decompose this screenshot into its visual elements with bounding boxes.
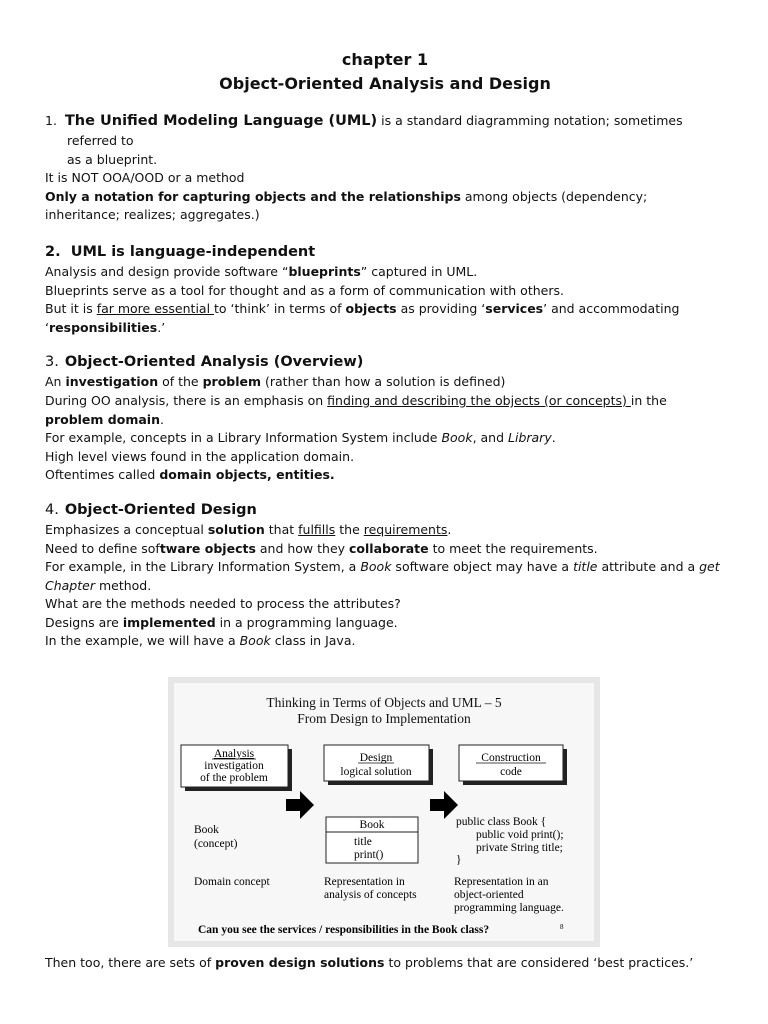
document-body xyxy=(45,48,725,651)
design-box-l1: logical solution xyxy=(340,766,412,778)
construction-box-head: Construction xyxy=(481,752,541,764)
section-2-p3: But it is far more essential to ‘think’ in terms of objects as providing ‘services’ and accommodating ‘responsibilities.’ xyxy=(45,301,680,335)
section-4-p3: For example, in the Library Information System, a Book software object may have a title attribute and a get Chapter method. xyxy=(45,559,720,593)
footer-bold: proven design solutions xyxy=(215,955,385,970)
section-2-p2: Blueprints serve as a tool for thought and as a form of communication with others. xyxy=(45,282,564,298)
section-2-heading: UML is language-independent xyxy=(70,243,316,260)
footer-a: Then too, there are sets of xyxy=(45,955,216,970)
section-4-p5: Designs are implemented in a programming language. xyxy=(45,614,398,630)
section-1-p2-rest: among objects (dependency; inheritance; realizes; aggregates.) xyxy=(45,188,648,223)
figure-page-mark: 8 xyxy=(560,923,564,931)
section-1-p1: It is NOT OOA/OOD or a method xyxy=(45,170,245,186)
section-2 xyxy=(45,241,725,337)
arrow-right-icon xyxy=(286,791,314,819)
arrow-right-icon xyxy=(430,791,458,819)
section-3-p2: During OO analysis, there is an emphasis on finding and describing the objects (or concepts) in the problem domain. xyxy=(45,392,667,427)
section-4-heading-row xyxy=(45,499,725,521)
section-3-p5: Oftentimes called domain objects, entities. xyxy=(45,467,335,483)
section-3-p1: An investigation of the problem (rather than how a solution is defined) xyxy=(45,374,506,390)
section-4-p1: Emphasizes a conceptual solution that fulfills the requirements. xyxy=(45,521,452,537)
section-4-p6: In the example, we will have a Book class in Java. xyxy=(45,633,356,649)
footer-paragraph xyxy=(45,954,725,973)
section-1-heading-para xyxy=(45,110,725,169)
uml-figure-svg xyxy=(168,677,600,947)
construction-box-l1: code xyxy=(500,766,522,778)
code-line-3: private String title; xyxy=(476,842,563,854)
section-2-p1: Analysis and design provide software “blueprints” captured in UML. xyxy=(45,263,478,279)
code-line-4: } xyxy=(456,854,462,866)
uml-figure xyxy=(168,677,600,947)
analysis-box-l1: investigation xyxy=(204,760,264,772)
book-concept-1: Book xyxy=(194,824,219,836)
section-1-heading: The Unified Modeling Language (UML) xyxy=(64,113,378,129)
uml-class-op: print() xyxy=(354,849,384,861)
section-1-tail: is a standard diagramming notation; sometimes referred to xyxy=(67,113,683,148)
code-line-2: public void print(); xyxy=(476,829,564,841)
section-3-p4: High level views found in the application domain. xyxy=(45,448,355,464)
caption-design-2: analysis of concepts xyxy=(324,889,417,901)
uml-class-attr: title xyxy=(354,836,372,848)
page-title: Object-Oriented Analysis and Design xyxy=(219,74,551,93)
section-4-p4: What are the methods needed to process the attributes? xyxy=(45,596,401,612)
footer-c: to problems that are considered ‘best practices.’ xyxy=(384,955,694,970)
section-3 xyxy=(45,351,725,485)
section-1 xyxy=(45,110,725,225)
figure-title-2: From Design to Implementation xyxy=(297,711,471,726)
section-3-heading-row xyxy=(45,351,725,373)
section-4-p2: Need to define software objects and how they collaborate to meet the requirements. xyxy=(45,540,598,556)
caption-construction-2: object-oriented xyxy=(454,889,524,901)
section-1-tail-2: as a blueprint. xyxy=(67,151,158,167)
section-3-p3: For example, concepts in a Library Information System include Book, and Library. xyxy=(45,430,556,446)
figure-title-1: Thinking in Terms of Objects and UML – 5 xyxy=(266,695,502,710)
section-3-number: 3. xyxy=(45,354,59,371)
section-4 xyxy=(45,499,725,651)
section-3-heading: Object-Oriented Analysis (Overview) xyxy=(64,354,364,371)
design-box-head: Design xyxy=(359,752,393,764)
section-2-heading-row xyxy=(45,241,725,263)
uml-class-name: Book xyxy=(359,819,385,831)
analysis-box-head: Analysis xyxy=(213,748,255,760)
analysis-box-l2: of the problem xyxy=(200,772,268,784)
section-4-number: 4. xyxy=(45,501,59,518)
book-concept-2: (concept) xyxy=(194,838,238,850)
caption-domain: Domain concept xyxy=(194,876,270,888)
caption-construction-3: programming language. xyxy=(454,902,564,914)
section-2-number: 2. xyxy=(45,243,61,260)
code-line-1: public class Book { xyxy=(456,816,547,828)
chapter-label: chapter 1 xyxy=(341,50,429,69)
figure-question: Can you see the services / responsibilities in the Book class? xyxy=(198,924,490,936)
caption-design-1: Representation in xyxy=(324,876,405,888)
section-1-p2-bold: Only a notation for capturing objects and the relationships xyxy=(45,188,461,204)
section-1-p2 xyxy=(45,188,725,225)
section-4-heading: Object-Oriented Design xyxy=(64,501,257,518)
section-1-number: 1. xyxy=(45,113,57,128)
caption-construction-1: Representation in an xyxy=(454,876,549,888)
